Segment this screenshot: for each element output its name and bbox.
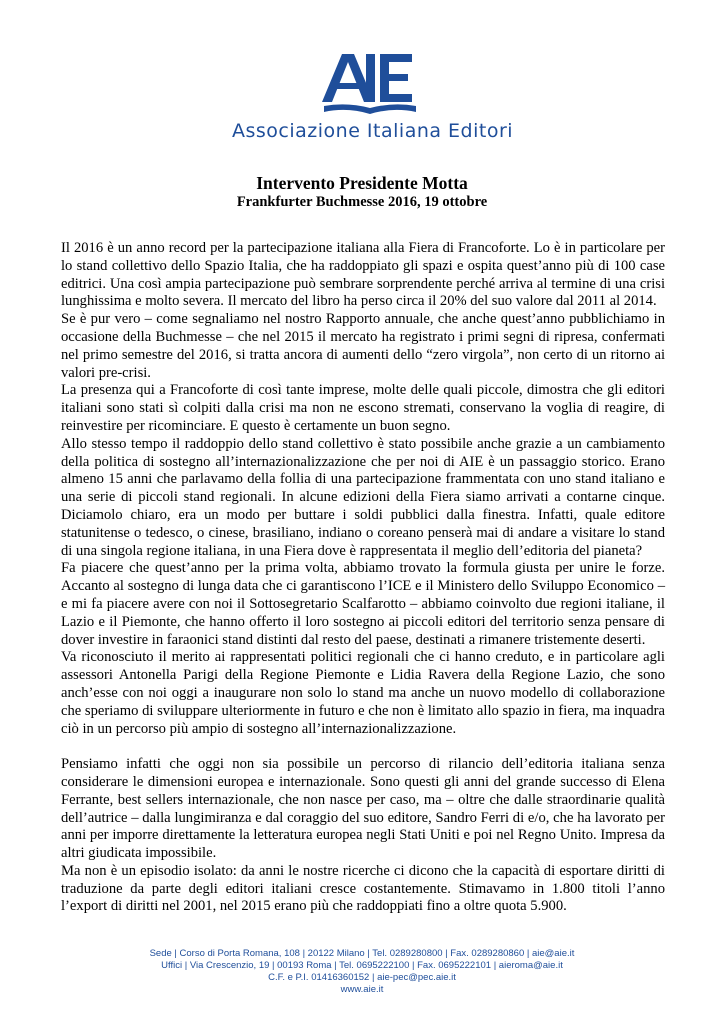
page-footer bbox=[0, 948, 724, 996]
document-subtitle: Frankfurter Buchmesse 2016, 19 ottobre bbox=[236, 194, 488, 210]
paragraph: Se è pur vero – come segnaliamo nel nostro Rapporto annuale, che anche quest’anno pubblichiamo in occasione della Buchmesse – che nel 2015 il mercato ha registrato i primi segni di ripresa, confermati nel primo semestre del 2016, si tratta ancora di aumenti dello “zero virgola”, non certo di un ritorno ai valori pre-crisi. bbox=[61, 311, 665, 381]
paragraph: Ma non è un episodio isolato: da anni le nostre ricerche ci dicono che la capacità di esportare diritti di traduzione da parte degli editori italiani cresce costantemente. Stimavamo in 1.800 titoli l’anno l’export di diritti nel 2001, nel 2015 erano più che raddoppiati fino a oltre quota 5.900. bbox=[61, 862, 665, 915]
organization-name: Associazione Italiana Editori bbox=[232, 120, 514, 142]
paragraph: La presenza qui a Francoforte di così tante imprese, molte delle quali piccole, dimostra che gli editori italiani sono stati sì colpiti dalla crisi ma non ne escono stremati, conservano la voglia di reagire, di reinvestire per ricominciare. E questo è certamente un buon segno. bbox=[61, 382, 665, 434]
footer-tax-info: C.F. e P.I. 01416360152 | aie-pec@pec.aie.it bbox=[268, 972, 456, 983]
footer-address-milano: Sede | Corso di Porta Romana, 108 | 20122 Milano | Tel. 0289280800 | Fax. 0289280860 | aie@aie.it bbox=[149, 948, 575, 959]
paragraph: Va riconosciuto il merito ai rappresentati politici regionali che ci hanno creduto, e in particolare agli assessori Antonella Parigi della Regione Piemonte e Lidia Ravera della Regione Lazio, che sono anch’esse con noi oggi a inaugurare non solo lo stand ma anche un nuovo modello di collaborazione che speriamo di sviluppare ulteriormente in futuro e che non è limitato allo spazio in fiera, ma inquadra ciò in un percorso più ampio di sostegno all’internazionalizzazione. bbox=[61, 649, 665, 737]
paragraph: Allo stesso tempo il raddoppio dello stand collettivo è stato possibile anche grazie a un cambiamento della politica di sostegno all’internazionalizzazione che per noi di AIE è un passaggio storico. Erano almeno 15 anni che parlavamo della follia di una partecipazione frammentata con uno stand italiano e una serie di piccoli stand regionali. In alcune edizioni della Fiera siamo arrivati a contarne cinque. Diciamolo chiaro, era un modo per buttare i soldi pubblici dalla finestra. Infatti, quale editore statunitense o tedesco, o cinese, brasiliano, indiano o coreano penserà mai di andare a visitare lo stand di una singola regione italiana, in una Fiera dove è rappresentata il meglio dell’editoria del pianeta? bbox=[61, 435, 665, 559]
paragraph: Il 2016 è un anno record per la partecipazione italiana alla Fiera di Francoforte. Lo è in particolare per lo stand collettivo dello Spazio Italia, che ha raddoppiato gli spazi e ospita quest’anno più di 100 case editrici. Una così ampia partecipazione può sembrare sorprendente perché arriva al termine di una crisi lunghissima e molto severa. Il mercato del libro ha perso circa il 20% del suo valore dal 2011 al 2014. bbox=[61, 240, 665, 310]
logo-book-icon bbox=[324, 104, 416, 114]
aie-logo bbox=[320, 50, 420, 116]
logo-letter-i bbox=[366, 54, 375, 102]
document-title: Intervento Presidente Motta bbox=[256, 173, 468, 193]
footer-address-roma: Uffici | Via Crescenzio, 19 | 00193 Roma | Tel. 0695222100 | Fax. 0695222101 | aieroma@aie.it bbox=[161, 960, 563, 971]
document-body bbox=[61, 240, 665, 916]
footer-website: www.aie.it bbox=[340, 984, 384, 995]
paragraph: Pensiamo infatti che oggi non sia possibile un percorso di rilancio dell’editoria italiana senza considerare le dimensioni europea e internazionale. Sono questi gli anni del grande successo di Elena Ferrante, best sellers internazionale, che non nasce per caso, ma – oltre che dalle straordinarie qualità dell’autrice – dalla lungimiranza e dal coraggio del suo editore, Sandro Ferri di e/o, che ha lavorato per anni per imporre direttamente la letteratura europea negli Stati Uniti e poi nel Regno Unito. Impresa da altri giudicata impossibile. bbox=[61, 756, 665, 862]
paragraph: Fa piacere che quest’anno per la prima volta, abbiamo trovato la formula giusta per unire le forze. Accanto al sostegno di lunga data che ci garantiscono l’ICE e il Ministero dello Sviluppo Economico – e mi fa piacere avere con noi il Sottosegretario Scalfarotto – abbiamo coinvolto due regioni italiane, il Lazio e il Piemonte, che hanno offerto il loro sostegno ai piccoli editori del territorio senza pensare di dover investire in faraonici stand distinti dal resto del paese, destinati a rimanere tristemente deserti. bbox=[61, 560, 665, 648]
